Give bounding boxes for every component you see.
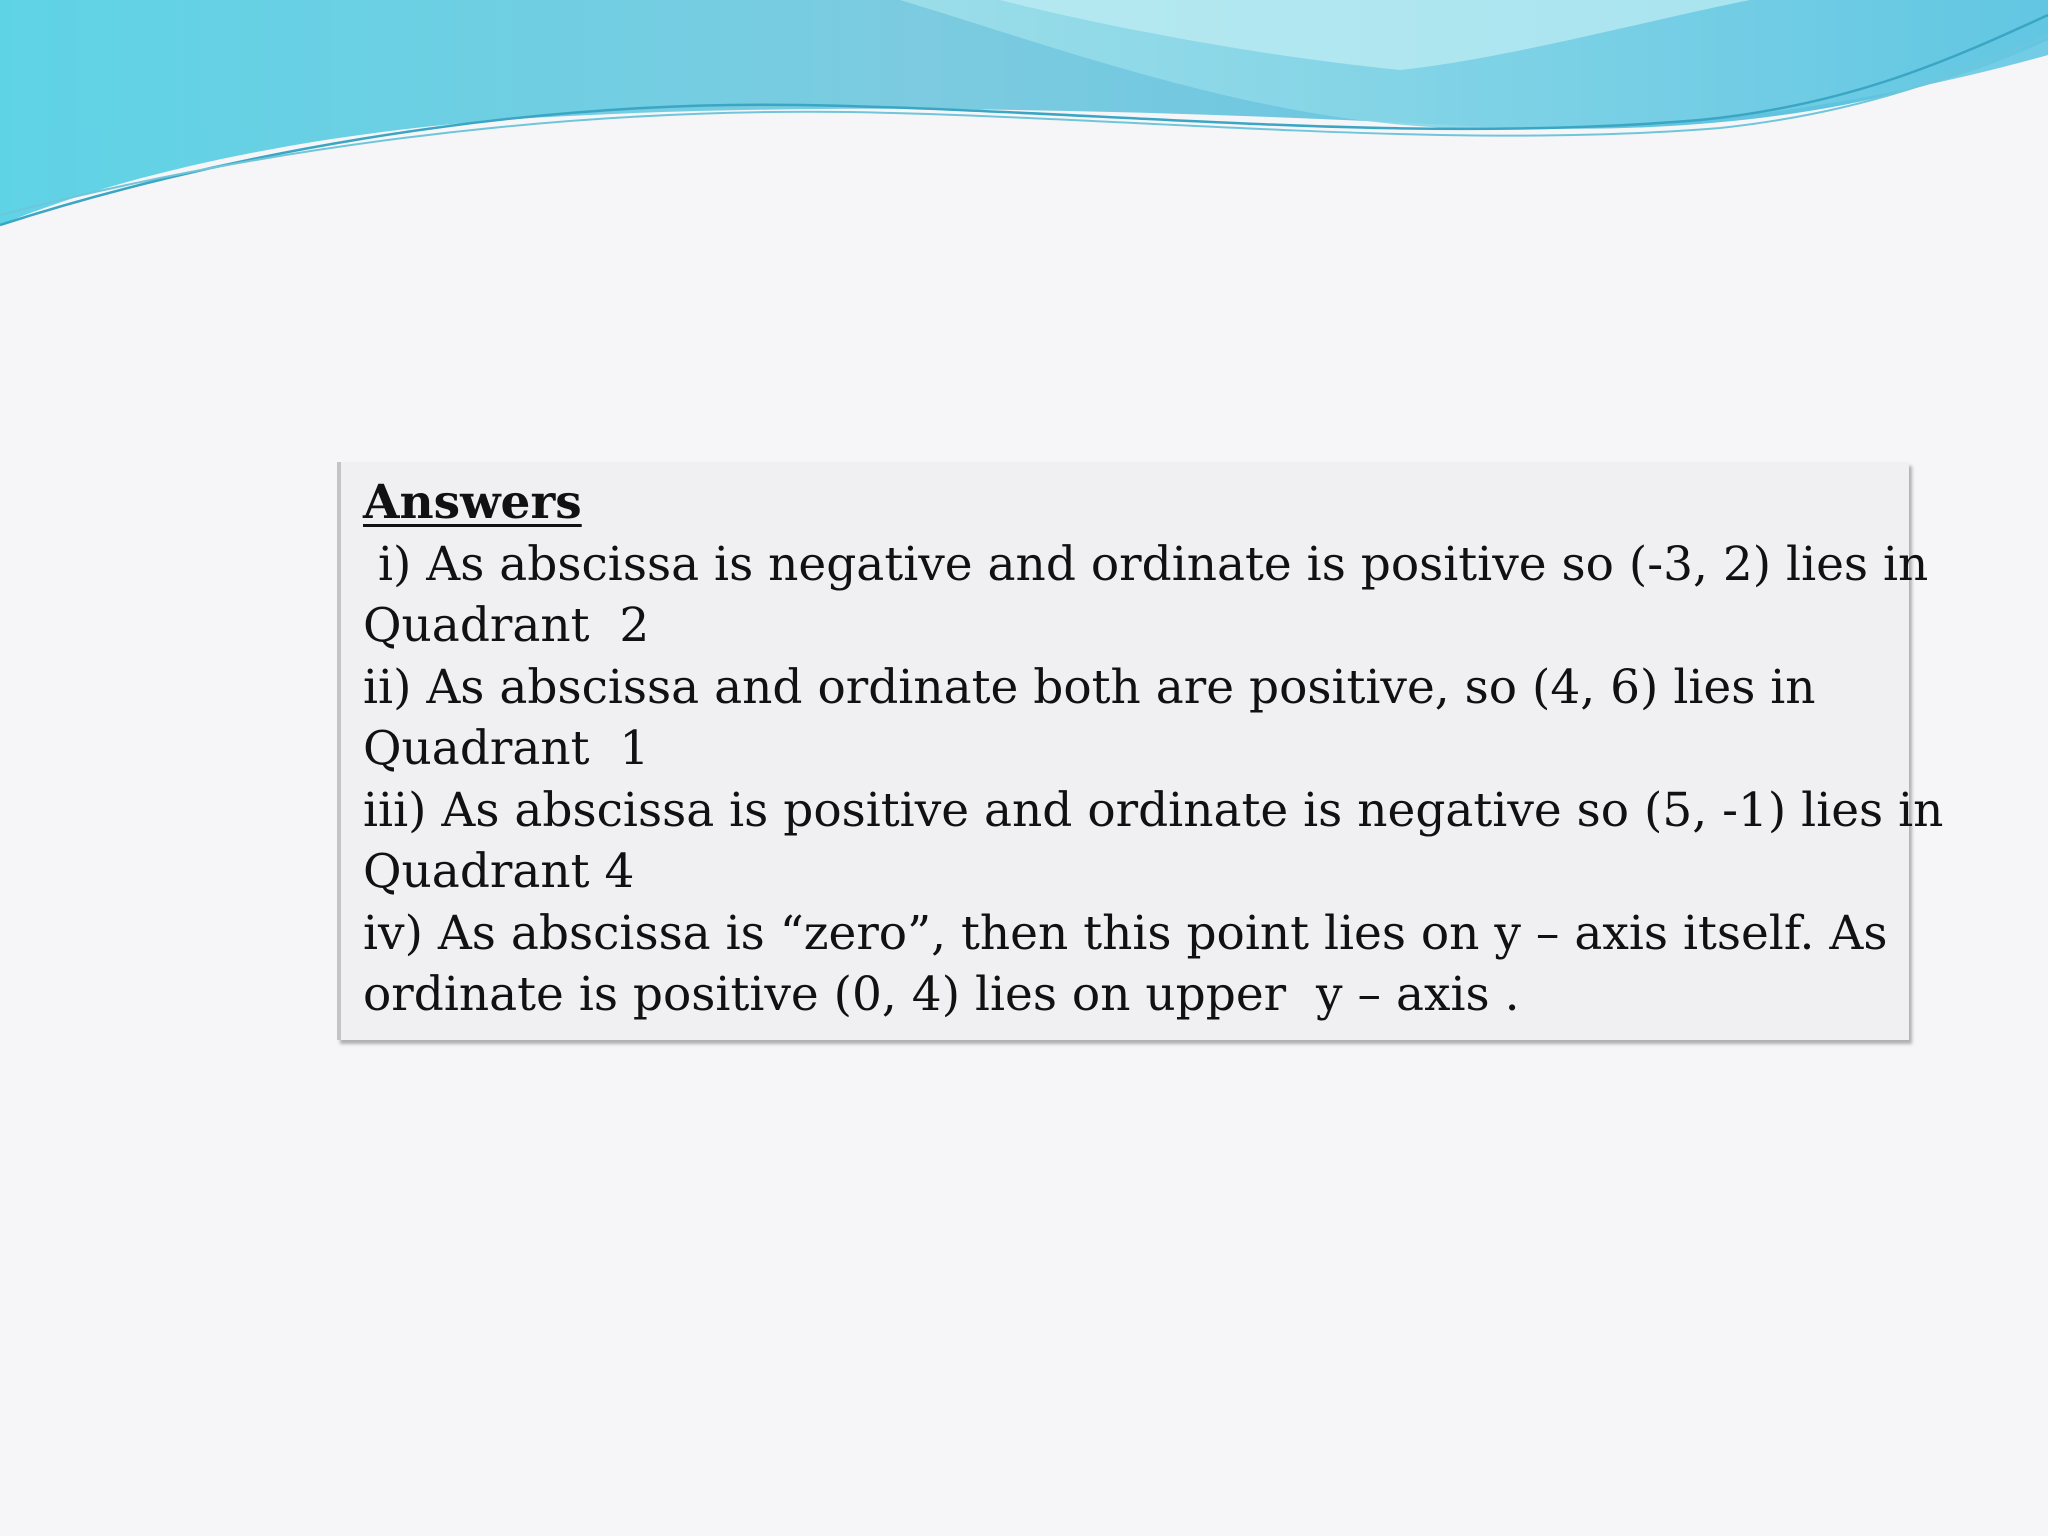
answer-line-5: iii) As abscissa is positive and ordinate is negative so (5, -1) lies in [363, 782, 1944, 838]
answer-line-1: i) As abscissa is negative and ordinate is positive so (-3, 2) lies in [363, 536, 1929, 592]
answer-line-7: iv) As abscissa is “zero”, then this point lies on y – axis itself. As [363, 905, 1888, 961]
answers-text-box [337, 462, 1944, 1040]
answer-line-8: ordinate is positive (0, 4) lies on upper y – axis . [363, 967, 1520, 1022]
answer-line-3: ii) As abscissa and ordinate both are positive, so (4, 6) lies in [363, 659, 1816, 715]
answer-line-2: Quadrant 2 [363, 598, 650, 653]
answers-heading: Answers [363, 475, 582, 530]
header-wave-decoration [0, 0, 2048, 260]
answer-line-4: Quadrant 1 [363, 721, 650, 776]
answer-line-6: Quadrant 4 [363, 844, 635, 899]
